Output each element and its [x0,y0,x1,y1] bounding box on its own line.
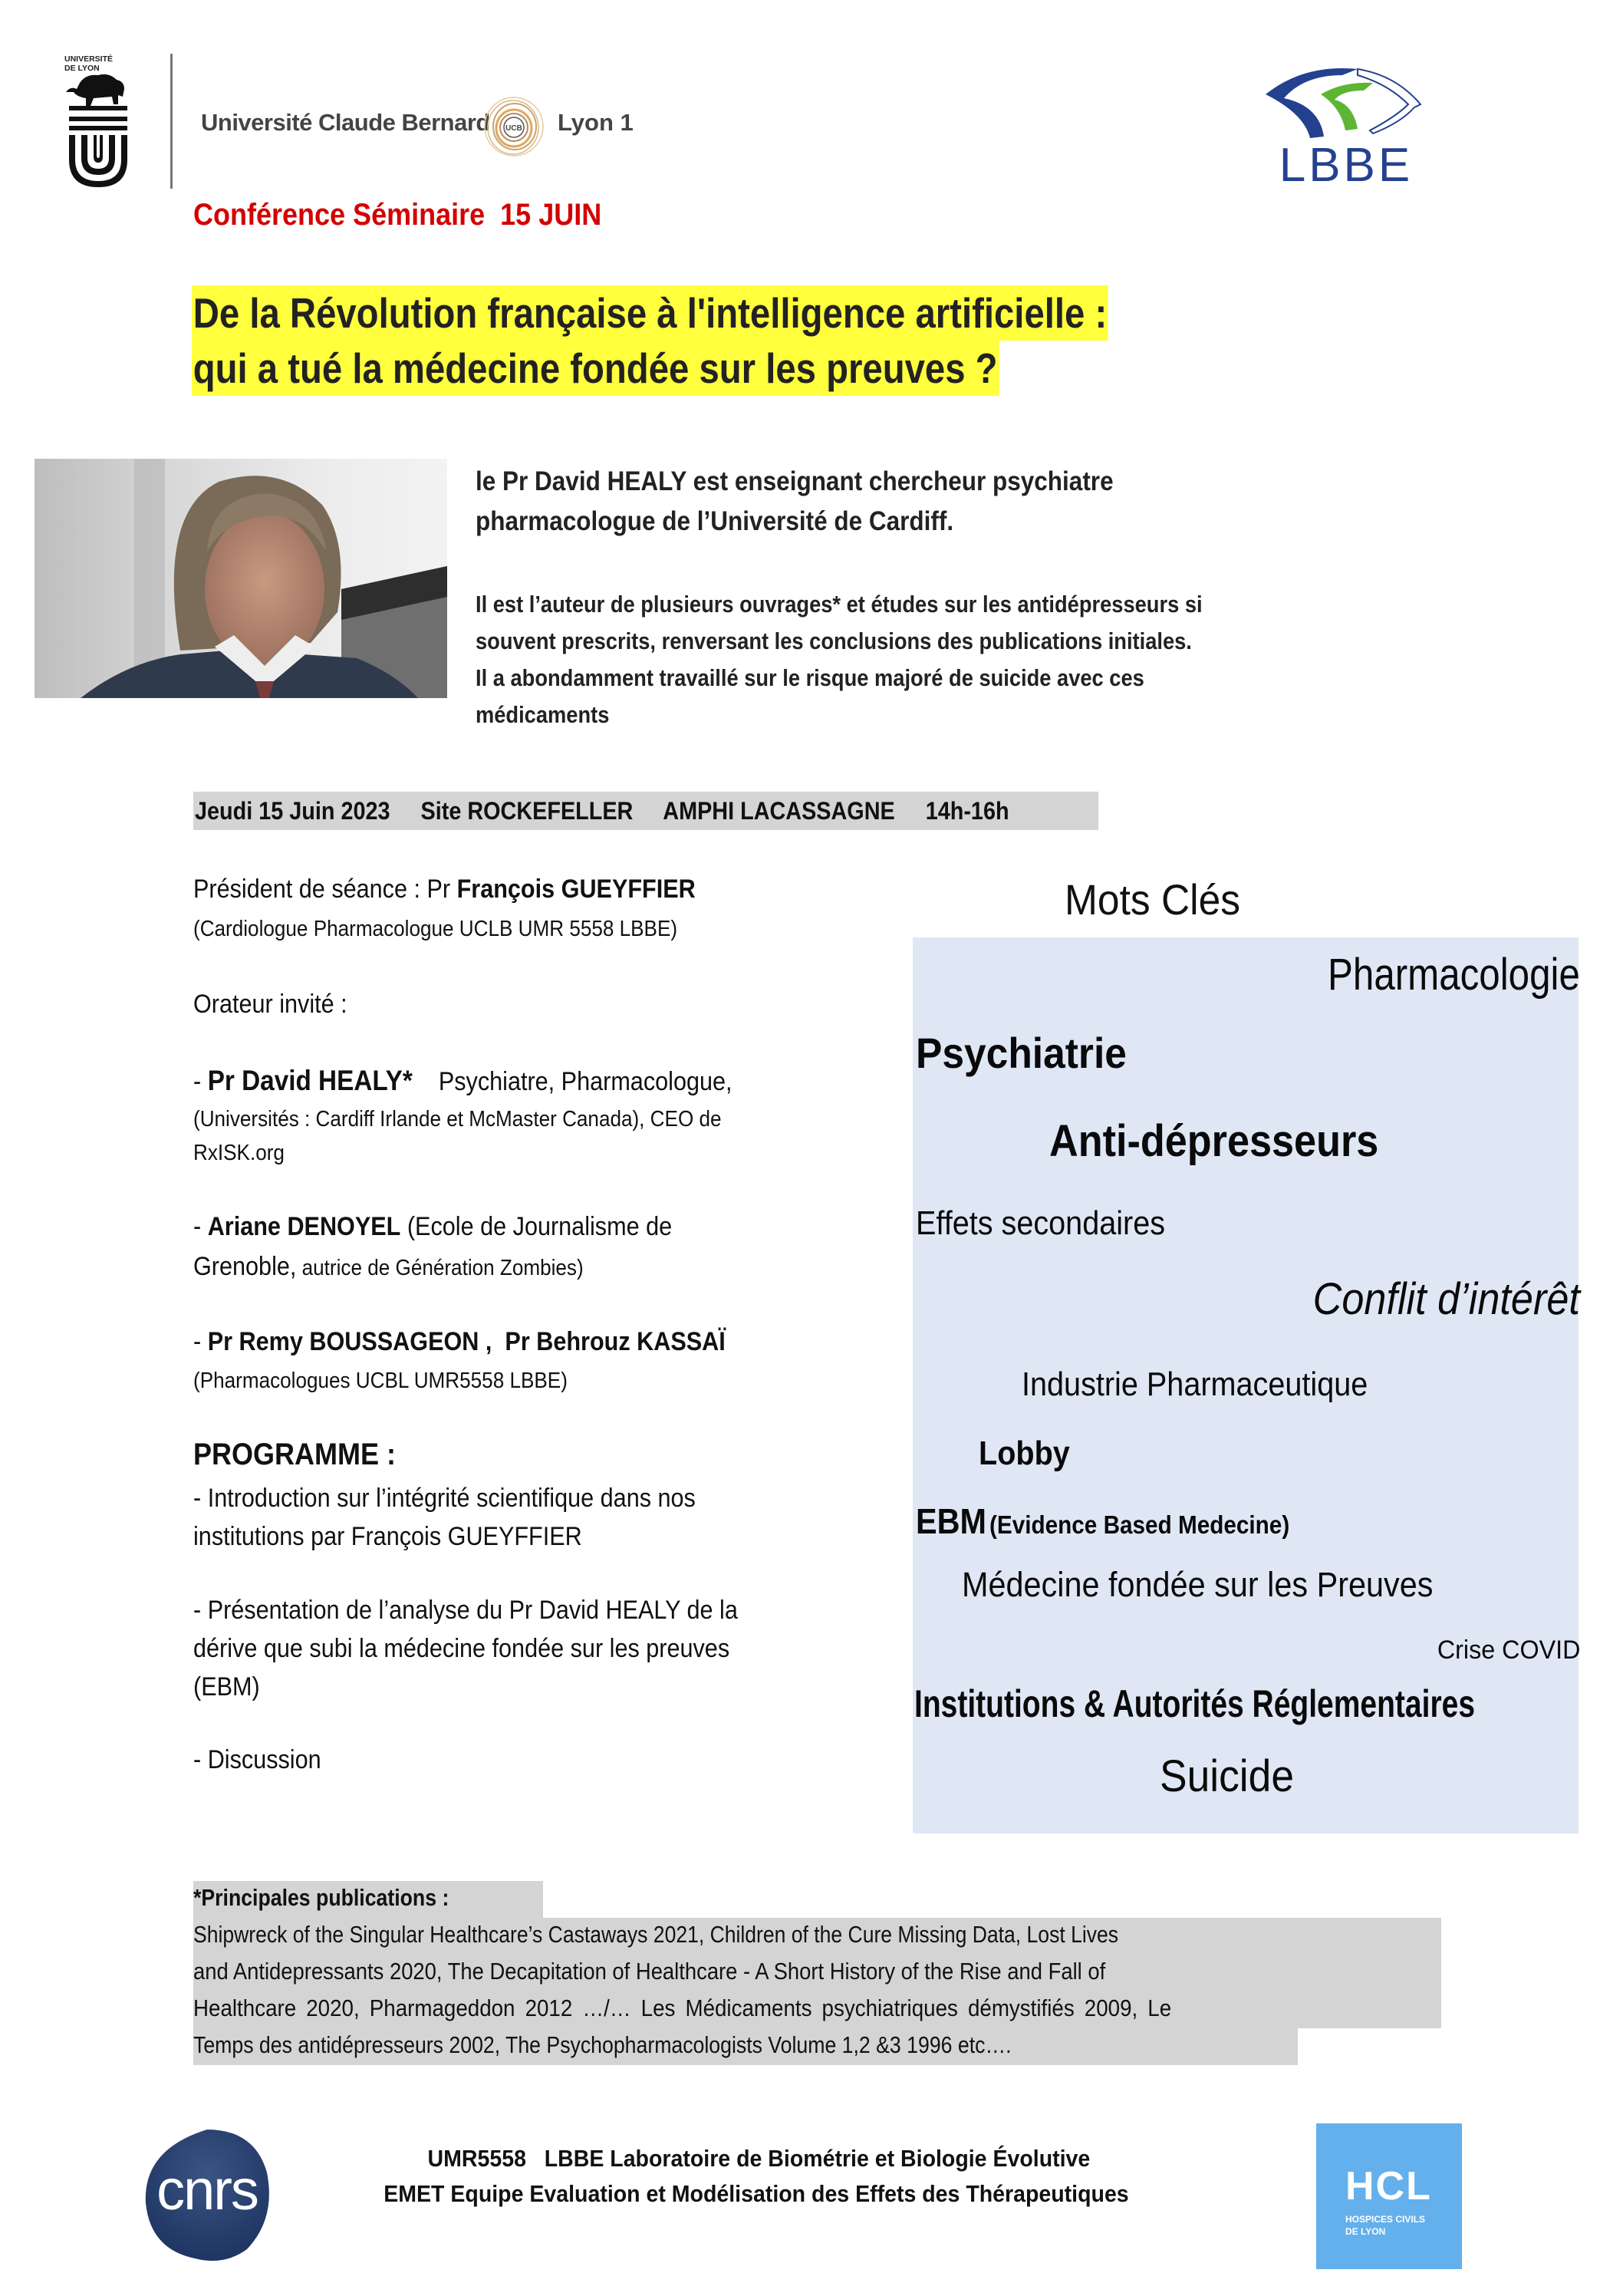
bio-line: médicaments [476,701,610,728]
bullet-dash: - [193,1212,208,1241]
ucbl-monogram: UCB [505,124,522,133]
keyword: Institutions & Autorités Réglementaires [914,1682,1476,1725]
bio-line: pharmacologue de l’Université de Cardiff. [476,506,954,536]
speaker-denoyel-name: Ariane DENOYEL [207,1212,401,1241]
keywords-box [913,937,1579,1833]
keyword: Lobby [979,1435,1070,1472]
programme-item: - Discussion [193,1745,321,1774]
bio-line: Il a abondamment travaillé sur le risque majoré de suicide avec ces [476,664,1144,691]
bullet-dash: - [193,1067,208,1096]
ucbl-name: Université Claude Bernard [201,109,490,136]
keyword: Effets secondaires [916,1204,1166,1242]
programme-item: (EBM) [193,1672,260,1701]
event-room: AMPHI LACASSAGNE [663,797,895,825]
event-site: Site ROCKEFELLER [420,797,634,825]
cnrs-logo-text: cnrs [156,2158,258,2222]
keyword: Psychiatrie [916,1029,1127,1077]
speaker-healy-name: Pr David HEALY* [207,1065,413,1096]
programme-item: - Introduction sur l’intégrité scientifique dans nos [193,1484,696,1513]
programme-heading: PROGRAMME : [193,1438,396,1471]
lbbe-logo [1250,60,1442,190]
universite-de-lyon-logo [63,52,132,190]
bullet-dash: - [193,1327,208,1356]
president-line [193,875,696,904]
footer-team-line: EMET Equipe Evaluation et Modélisation des Effets des Thérapeutiques [384,2180,1129,2207]
ul-logo-text-1: UNIVERSITÉ [64,54,114,64]
keyword: EBM [916,1501,987,1541]
hcl-logo-subtext: HOSPICES CIVILS [1345,2214,1426,2225]
president-detail: (Cardiologue Pharmacologue UCLB UMR 5558 LBBE) [193,917,678,941]
programme-item: institutions par François GUEYFFIER [193,1522,582,1551]
keyword: Industrie Pharmaceutique [1022,1365,1368,1403]
event-time: 14h-16h [925,797,1009,825]
speaker-denoyel-detail-2 [193,1252,584,1282]
president-label: Président de séance : Pr [193,875,457,904]
speaker-pharmacologues [193,1327,726,1357]
keyword-ebm [916,1500,1289,1542]
president-name: François GUEYFFIER [456,875,696,904]
speaker-healy-detail: (Universités : Cardiff Irlande et McMaster Canada), CEO de [193,1107,722,1132]
speaker-healy [193,1065,732,1097]
lbbe-logo-text: LBBE [1279,139,1414,190]
bio-line: souvent prescrits, renversant les conclusions des publications initiales. [476,628,1192,654]
publication-line: Shipwreck of the Singular Healthcare’s Castaways 2021, Children of the Cure Missing Data, Lost Lives [193,1921,1119,1948]
keyword: Suicide [1160,1751,1295,1801]
keyword: Conflit d’intérêt [1312,1274,1580,1324]
ucbl-city: Lyon 1 [558,109,634,136]
event-title-line-1: De la Révolution française à l'intelligence artificielle : [192,285,1108,341]
keyword: Crise COVID [1437,1636,1580,1665]
speaker-photo [35,459,447,698]
publication-line: Healthcare 2020, Pharmageddon 2012 …/… Les Médicaments psychiatriques démystifiés 2009, Le [193,1995,1172,2021]
event-title-line-2: qui a tué la médecine fondée sur les preuves ? [192,341,999,396]
bio-line: Il est l’auteur de plusieurs ouvrages* et études sur les antidépresseurs si [476,591,1203,618]
keyword-ebm-expansion: (Evidence Based Medecine) [989,1510,1290,1539]
speaker-pharmacologues-names: Pr Remy BOUSSAGEON , Pr Behrouz KASSAÏ [207,1327,726,1356]
event-date: Jeudi 15 Juin 2023 [195,797,390,825]
publications-heading: *Principales publications : [193,1884,449,1911]
speaker-pharmacologues-detail: (Pharmacologues UCBL UMR5558 LBBE) [193,1369,568,1393]
hcl-logo [1316,2123,1462,2269]
speaker-denoyel-city: Grenoble, [193,1252,297,1281]
ul-logo-text-2: DE LYON [64,64,100,73]
speaker-denoyel [193,1212,672,1242]
programme-item: - Présentation de l’analyse du Pr David HEALY de la [193,1596,738,1625]
hcl-logo-subtext: DE LYON [1345,2226,1386,2237]
keyword: Médecine fondée sur les Preuves [962,1565,1434,1604]
speaker-denoyel-detail: (Ecole de Journalisme de [400,1212,673,1241]
orateur-label: Orateur invité : [193,990,347,1019]
logo-divider [170,54,173,189]
speaker-denoyel-book: autrice de Génération Zombies) [296,1256,584,1280]
keyword: Anti-dépresseurs [1049,1116,1379,1166]
speaker-healy-role: Psychiatre, Pharmacologue, [412,1067,732,1096]
ucbl-swirl-logo [483,96,545,157]
programme-item: dérive que subi la médecine fondée sur les preuves [193,1634,730,1663]
publication-line: Temps des antidépresseurs 2002, The Psychopharmacologists Volume 1,2 &3 1996 etc…. [193,2031,1012,2058]
lion-icon [66,74,124,106]
hcl-logo-text: HCL [1345,2164,1432,2209]
conference-heading: Conférence Séminaire 15 JUIN [193,198,602,232]
speaker-healy-detail: RxISK.org [193,1141,285,1165]
publication-line: and Antidepressants 2020, The Decapitation of Healthcare - A Short History of the Rise and Fall of [193,1958,1106,1985]
footer-lab-line: UMR5558 LBBE Laboratoire de Biométrie et Biologie Évolutive [427,2145,1091,2172]
keywords-title: Mots Clés [1065,875,1241,924]
keyword: Pharmacologie [1328,950,1580,1000]
bio-line: le Pr David HEALY est enseignant chercheur psychiatre [476,466,1114,496]
event-info-text [195,797,1009,825]
cnrs-logo [140,2126,274,2265]
